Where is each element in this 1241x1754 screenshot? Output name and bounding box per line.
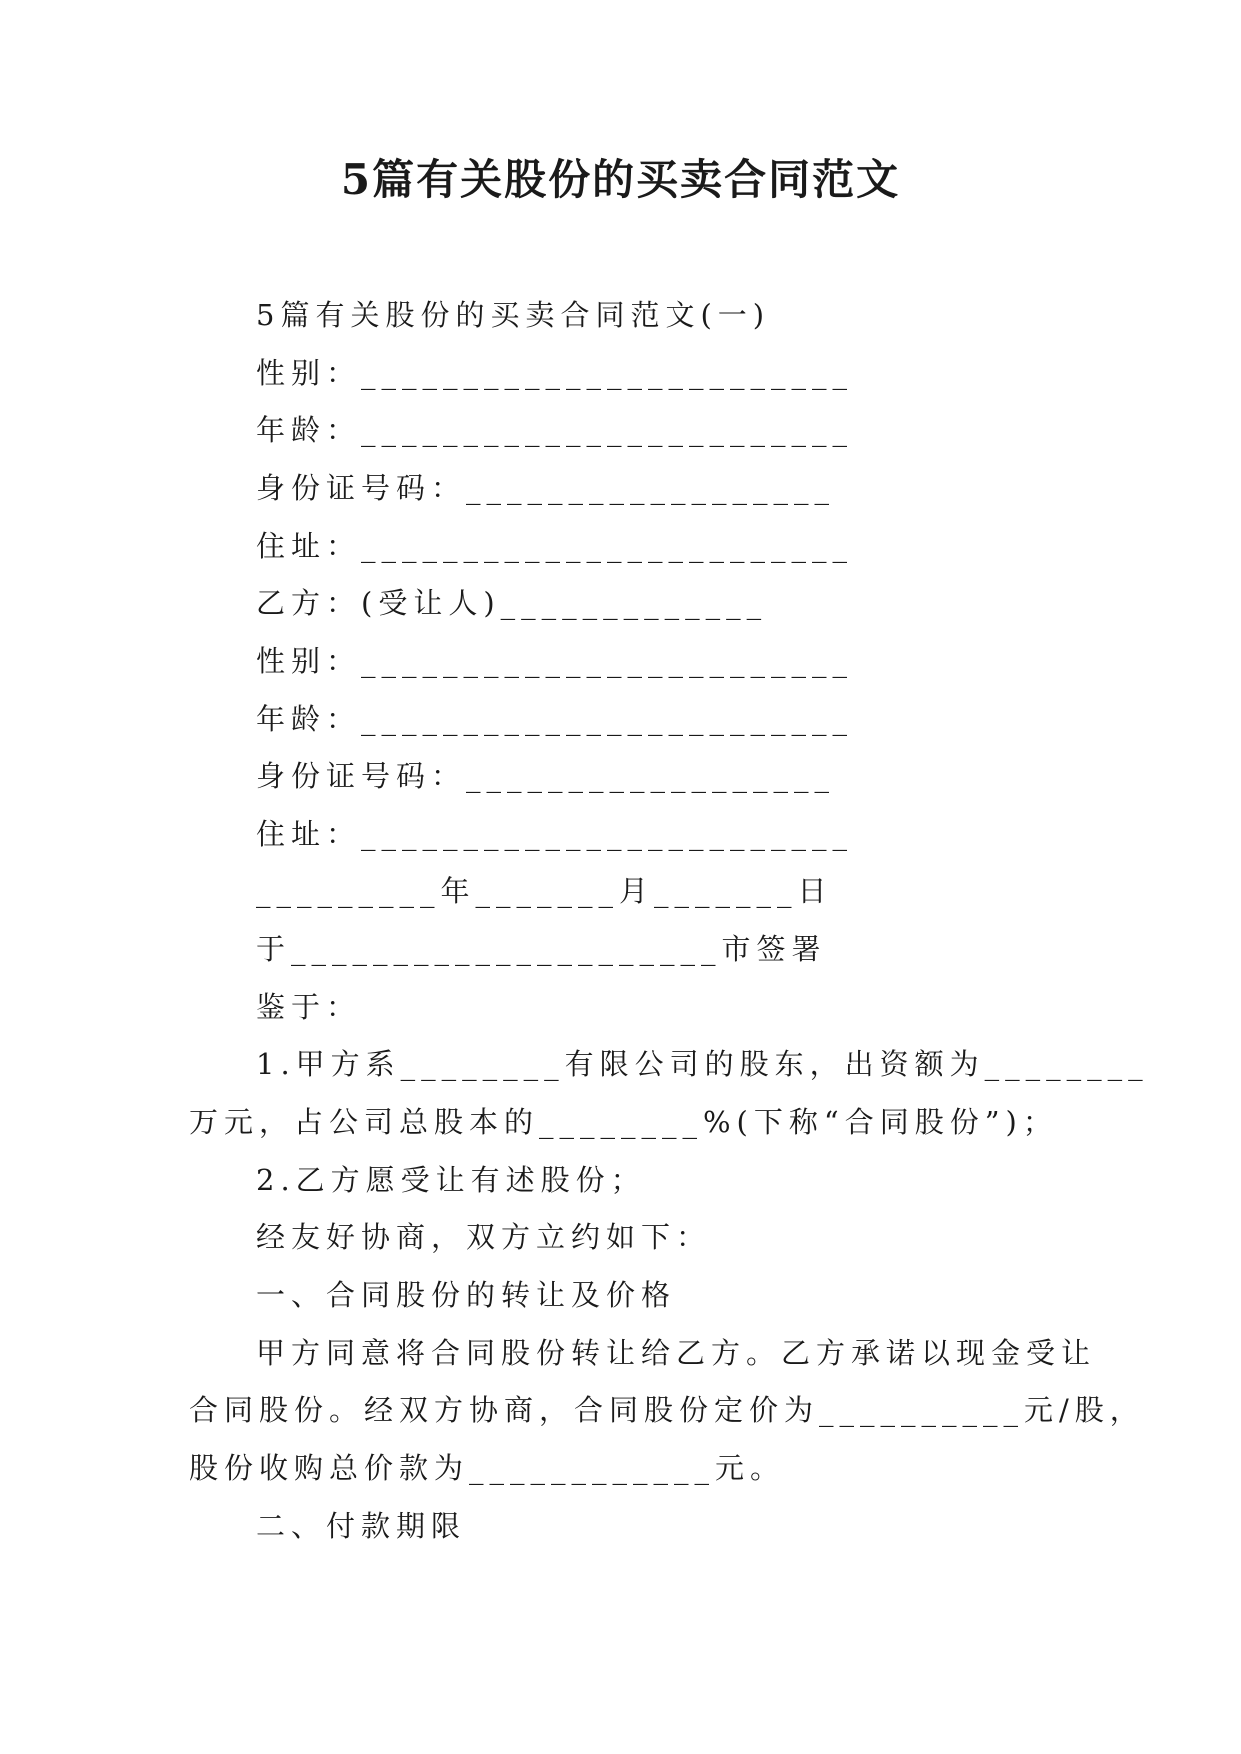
party-a-address-field: 住址：________________________ (256, 529, 854, 563)
date-field: _________年_______月_______日 (256, 874, 833, 908)
party-a-id-field: 身份证号码：__________________ (256, 471, 836, 505)
party-a-gender-field: 性别：________________________ (256, 356, 854, 390)
article-1-heading: 一、合同股份的转让及价格 (256, 1278, 677, 1312)
document-title: 5篇有关股份的买卖合同范文 (340, 155, 901, 204)
section-heading: 5篇有关股份的买卖合同范文(一) (256, 298, 771, 332)
party-b-gender-field: 性别：________________________ (256, 644, 854, 678)
article-2-heading: 二、付款期限 (256, 1509, 467, 1543)
article-1-body-cont: 合同股份。经双方协商，合同股份定价为__________元/股， (189, 1393, 1145, 1427)
article-1-body: 甲方同意将合同股份转让给乙方。乙方承诺以现金受让 (256, 1336, 1097, 1370)
whereas-clause-1: 1.甲方系________有限公司的股东，出资额为________ (256, 1047, 1149, 1081)
party-b-age-field: 年龄：________________________ (256, 702, 854, 736)
article-1-body-end: 股份收购总价款为____________元。 (189, 1451, 786, 1485)
whereas-clause-2: 2.乙方愿受让有述股份； (256, 1163, 646, 1197)
whereas-clause-1-cont: 万元，占公司总股本的________%(下称“合同股份”)； (189, 1105, 1058, 1139)
agreement-intro: 经友好协商，双方立约如下： (256, 1220, 712, 1254)
party-b-id-field: 身份证号码：__________________ (256, 759, 836, 793)
party-b-label: 乙方：(受让人)_____________ (256, 586, 768, 620)
signing-place-field: 于_____________________市签署 (256, 932, 827, 966)
party-b-address-field: 住址：________________________ (256, 817, 854, 851)
whereas-heading: 鉴于： (256, 990, 362, 1024)
party-a-age-field: 年龄：________________________ (256, 413, 854, 447)
